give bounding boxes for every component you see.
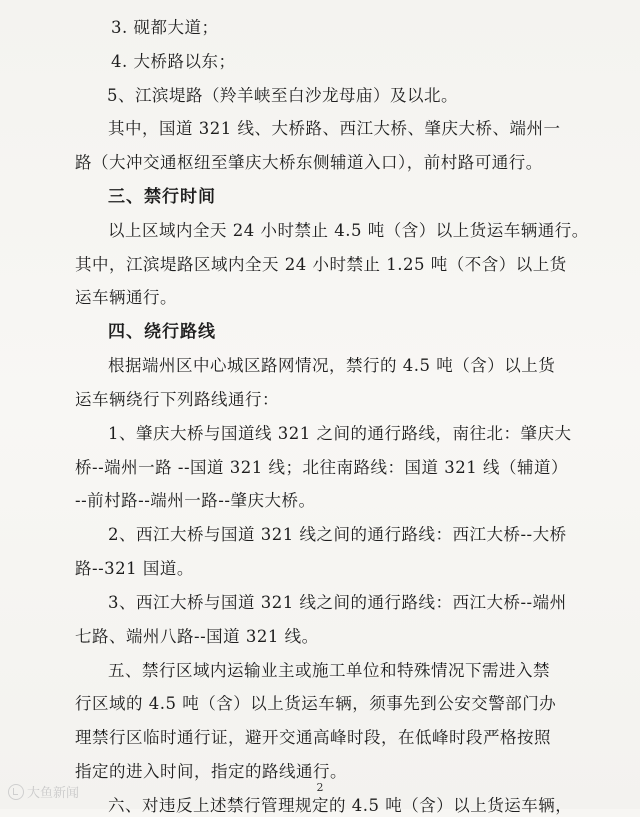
section-heading: 三、禁行时间 [108, 187, 216, 207]
text-line: 1、肇庆大桥与国道线 321 之间的通行路线，南往北：肇庆大 [108, 424, 572, 443]
text-line: 5、江滨堤路（羚羊峡至白沙龙母庙）及以北。 [107, 86, 458, 105]
text-line: 六、对违反上述禁行管理规定的 4.5 吨（含）以上货运车辆， [108, 796, 573, 815]
text-line: 五、禁行区域内运输业主或施工单位和特殊情况下需进入禁 [108, 661, 550, 680]
watermark [8, 782, 79, 801]
text-line: 3、西江大桥与国道 321 线之间的通行路线：西江大桥--端州 [108, 593, 567, 612]
text-line: 3. 砚都大道； [111, 18, 219, 37]
text-line: 2、西江大桥与国道 321 线之间的通行路线：西江大桥--大桥 [108, 525, 567, 544]
text-line: 运车辆绕行下列路线通行： [75, 390, 279, 409]
text-line: 路--321 国道。 [75, 559, 194, 578]
section-heading: 四、绕行路线 [108, 322, 216, 342]
text-line: 其中，江滨堤路区域内全天 24 小时禁止 1.25 吨（不含）以上货 [75, 255, 567, 274]
text-line: 4. 大桥路以东； [111, 52, 236, 71]
page-number: 2 [316, 781, 324, 794]
text-line: 理禁行区临时通行证，避开交通高峰时段，在低峰时段严格按照 [75, 728, 551, 747]
text-line: 以上区域内全天 24 小时禁止 4.5 吨（含）以上货运车辆通行。 [108, 221, 589, 240]
watermark-logo-icon [8, 784, 24, 800]
text-line: 根据端州区中心城区路网情况，禁行的 4.5 吨（含）以上货 [108, 356, 556, 375]
text-line: 运车辆通行。 [75, 288, 177, 307]
text-line: 其中，国道 321 线、大桥路、西江大桥、肇庆大桥、端州一 [108, 119, 561, 138]
text-line: 七路、端州八路--国道 321 线。 [75, 627, 319, 646]
text-line: 路（大冲交通枢纽至肇庆大桥东侧辅道入口），前村路可通行。 [75, 153, 543, 172]
text-line: 指定的进入时间，指定的路线通行。 [75, 762, 347, 781]
text-line: --前村路--端州一路--肇庆大桥。 [75, 491, 316, 510]
text-line: 桥--端州一路 --国道 321 线；北往南路线：国道 321 线（辅道） [75, 458, 569, 477]
text-line: 行区域的 4.5 吨（含）以上货运车辆，须事先到公安交警部门办 [75, 694, 557, 713]
watermark-text: 大鱼新闻 [27, 786, 80, 801]
